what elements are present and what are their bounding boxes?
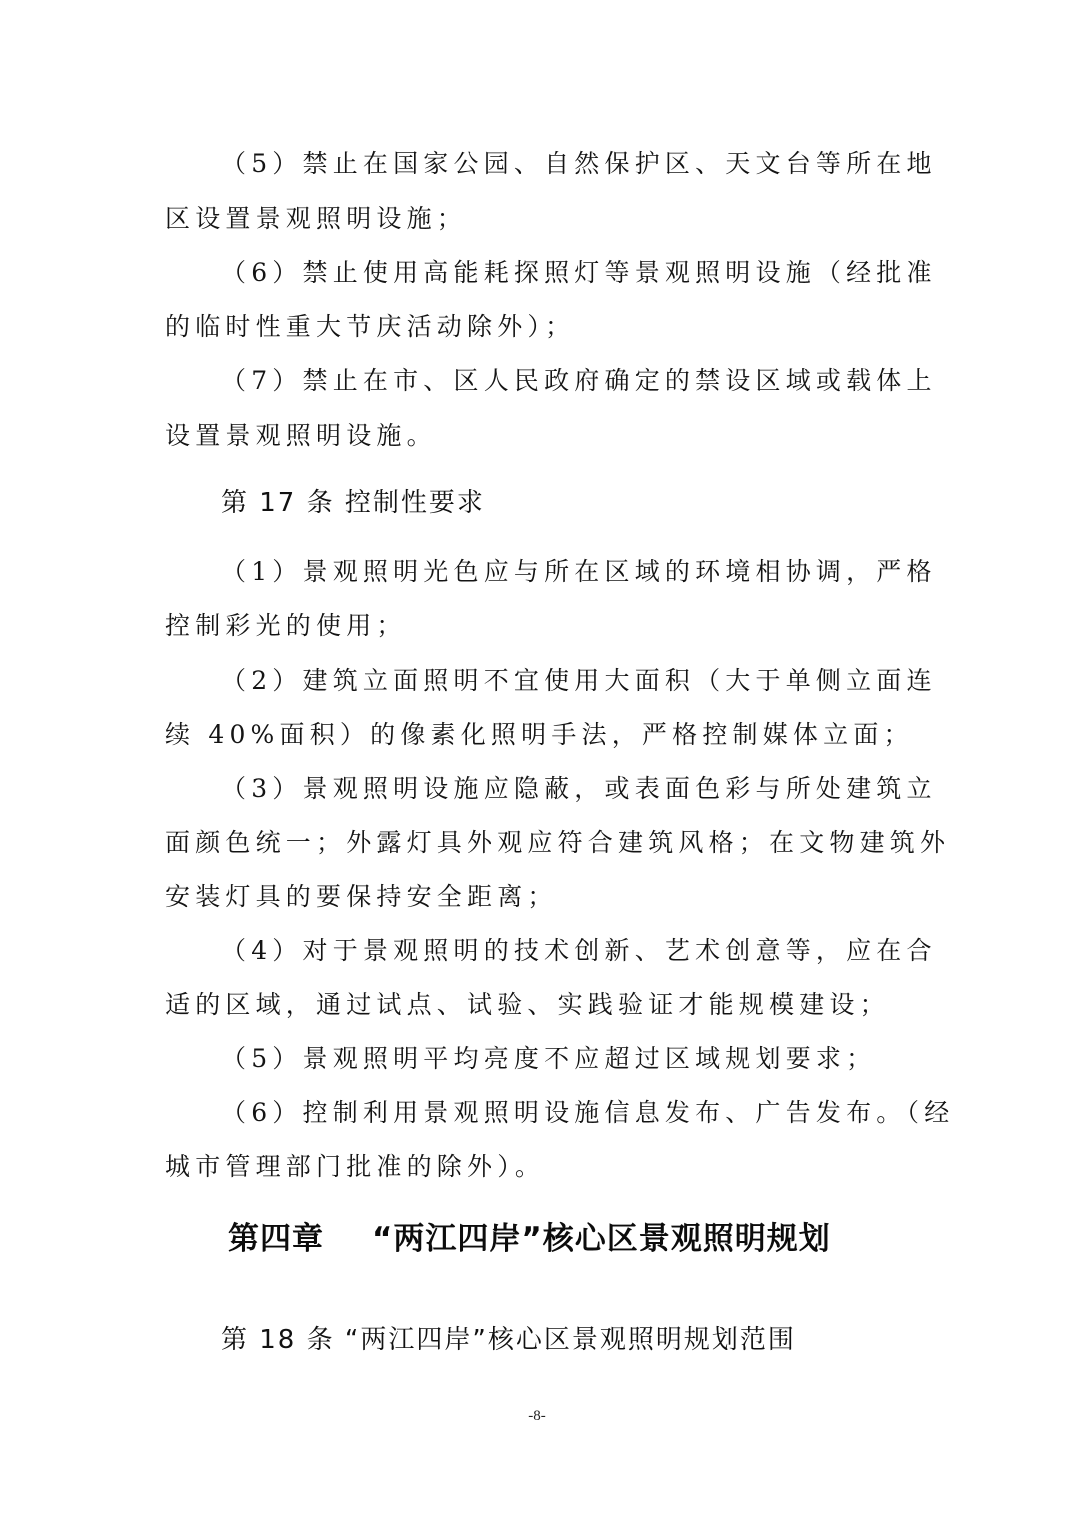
article-17-item-1-line-2: 控制彩光的使用； (165, 611, 407, 640)
article-17-item-6-line-2: 城市管理部门批准的除外）。 (165, 1152, 546, 1181)
article-17-item-2-line-1: （2）建筑立面照明不宜使用大面积（大于单侧立面连 (221, 666, 937, 695)
paragraph-item-7-line-2: 设置景观照明设施。 (165, 421, 437, 450)
article-17-item-3-line-1: （3）景观照明设施应隐蔽，或表面色彩与所处建筑立 (221, 774, 937, 803)
article-17-item-2-line-2: 续 40%面积）的像素化照明手法，严格控制媒体立面； (165, 720, 914, 749)
chapter-title: “两江四岸”核心区景观照明规划 (372, 1221, 831, 1257)
paragraph-item-6-line-2: 的临时性重大节庆活动除外）； (165, 312, 576, 341)
article-17-item-3-line-2: 面颜色统一；外露灯具外观应符合建筑风格；在文物建筑外 (165, 828, 951, 857)
article-17-item-3-line-3: 安装灯具的要保持安全距离； (165, 882, 558, 911)
paragraph-item-5-line-1: （5）禁止在国家公园、自然保护区、天文台等所在地 (221, 149, 937, 178)
article-17-item-4-line-1: （4）对于景观照明的技术创新、艺术创意等，应在合 (221, 936, 937, 965)
article-17-item-5-line-1: （5）景观照明平均亮度不应超过区域规划要求； (221, 1044, 877, 1073)
article-17-heading: 第 17 条 控制性要求 (221, 488, 485, 518)
article-17-item-4-line-2: 适的区域，通过试点、试验、实践验证才能规模建设； (165, 990, 890, 1019)
chapter-number: 第四章 (228, 1221, 324, 1257)
article-18-heading: 第 18 条 “两江四岸”核心区景观照明规划范围 (221, 1325, 796, 1355)
paragraph-item-5-line-2: 区设置景观照明设施； (165, 204, 468, 233)
paragraph-item-6-line-1: （6）禁止使用高能耗探照灯等景观照明设施（经批准 (221, 258, 937, 287)
article-17-item-6-line-1: （6）控制利用景观照明设施信息发布、广告发布。（经 (221, 1098, 955, 1127)
chapter-4-heading (228, 1219, 831, 1259)
article-17-item-1-line-1: （1）景观照明光色应与所在区域的环境相协调，严格 (221, 557, 937, 586)
paragraph-item-7-line-1: （7）禁止在市、区人民政府确定的禁设区域或载体上 (221, 366, 937, 395)
page-number: -8- (528, 1408, 546, 1424)
